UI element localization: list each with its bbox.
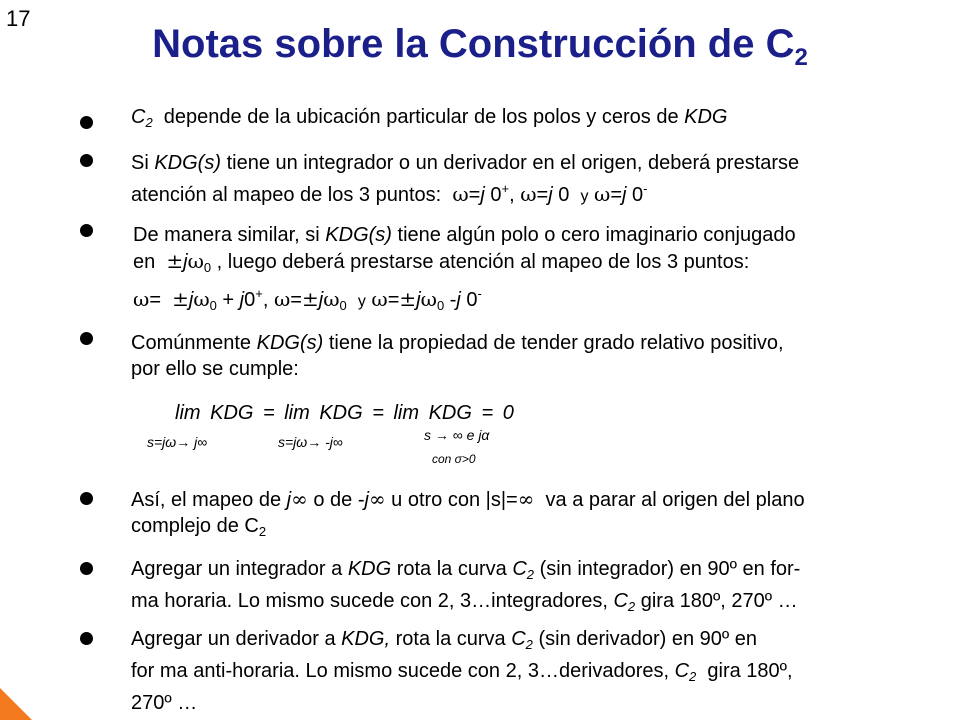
slide-number: 17: [6, 6, 31, 31]
limit-subscript-2: s=jω→ -j∞: [278, 434, 343, 450]
limit-equation: lim KDG = lim KDG = lim KDG = 0: [175, 402, 514, 424]
item-add-derivator: Agregar un derivador a KDG, rota la curva $C_2$ (sin derivador) en 90º en for ma anti-horaria. Lo mismo sucede con 2, 3…derivadores, $C_2$ gira 180º, 270º …: [131, 628, 793, 714]
limit-subscript-4: con σ>0: [432, 452, 476, 466]
bullet-marker: [80, 492, 93, 505]
item-integrator-origin: Si KDG(s) tiene un integrador o un derivador en el origen, deberá prestarse atención al mapeo de los 3 puntos: ω=j 0+, ω=j 0 y ω=j 0-: [131, 152, 800, 206]
slide-title: [0, 22, 960, 72]
item-add-integrator: Agregar un integrador a KDG rota la curva $C_2$ (sin integrador) en 90º en for- ma horaria. Lo mismo sucede con 2, 3…integradores, $C_2$ gira 180º, 270º …: [131, 558, 801, 614]
bullet-marker: [80, 632, 93, 645]
limit-subscript-3: s → ∞ e jα: [424, 427, 490, 443]
bullet-marker: [80, 154, 93, 167]
bullet-marker: [80, 562, 93, 575]
bullet-marker: [80, 116, 93, 129]
item-infinity-mapping: Así, el mapeo de j∞ o de -j∞ u otro con |s|=∞ va a parar al origen del plano complejo de $C_2$: [131, 487, 805, 539]
bullet-marker: [80, 332, 93, 345]
corner-decoration: [0, 688, 32, 720]
title-subscript: 2: [794, 44, 808, 71]
bullet-marker: [80, 224, 93, 237]
limit-subscript-1: s=jω→ j∞: [147, 434, 208, 450]
title-text: Notas sobre la Construcción de C: [152, 22, 795, 66]
item-imaginary-pole: De manera similar, si KDG(s) tiene algún polo o cero imaginario conjugado en $\pm j\omega_0$ , luego deberá prestarse atención al mapeo de los 3 puntos: $\omega= \pm j\omega_0 + j0^+$, $\omega=\pm j\omega_0$ y $\omega=\pm j\omega_0$ -j 0-: [133, 224, 796, 313]
item-relative-degree: Comúnmente KDG(s) tiene la propiedad de tender grado relativo positivo, por ello se cumple:: [131, 332, 784, 380]
item-c2-depends: $C_2$ depende de la ubicación particular de los polos y ceros de KDG: [131, 106, 728, 130]
